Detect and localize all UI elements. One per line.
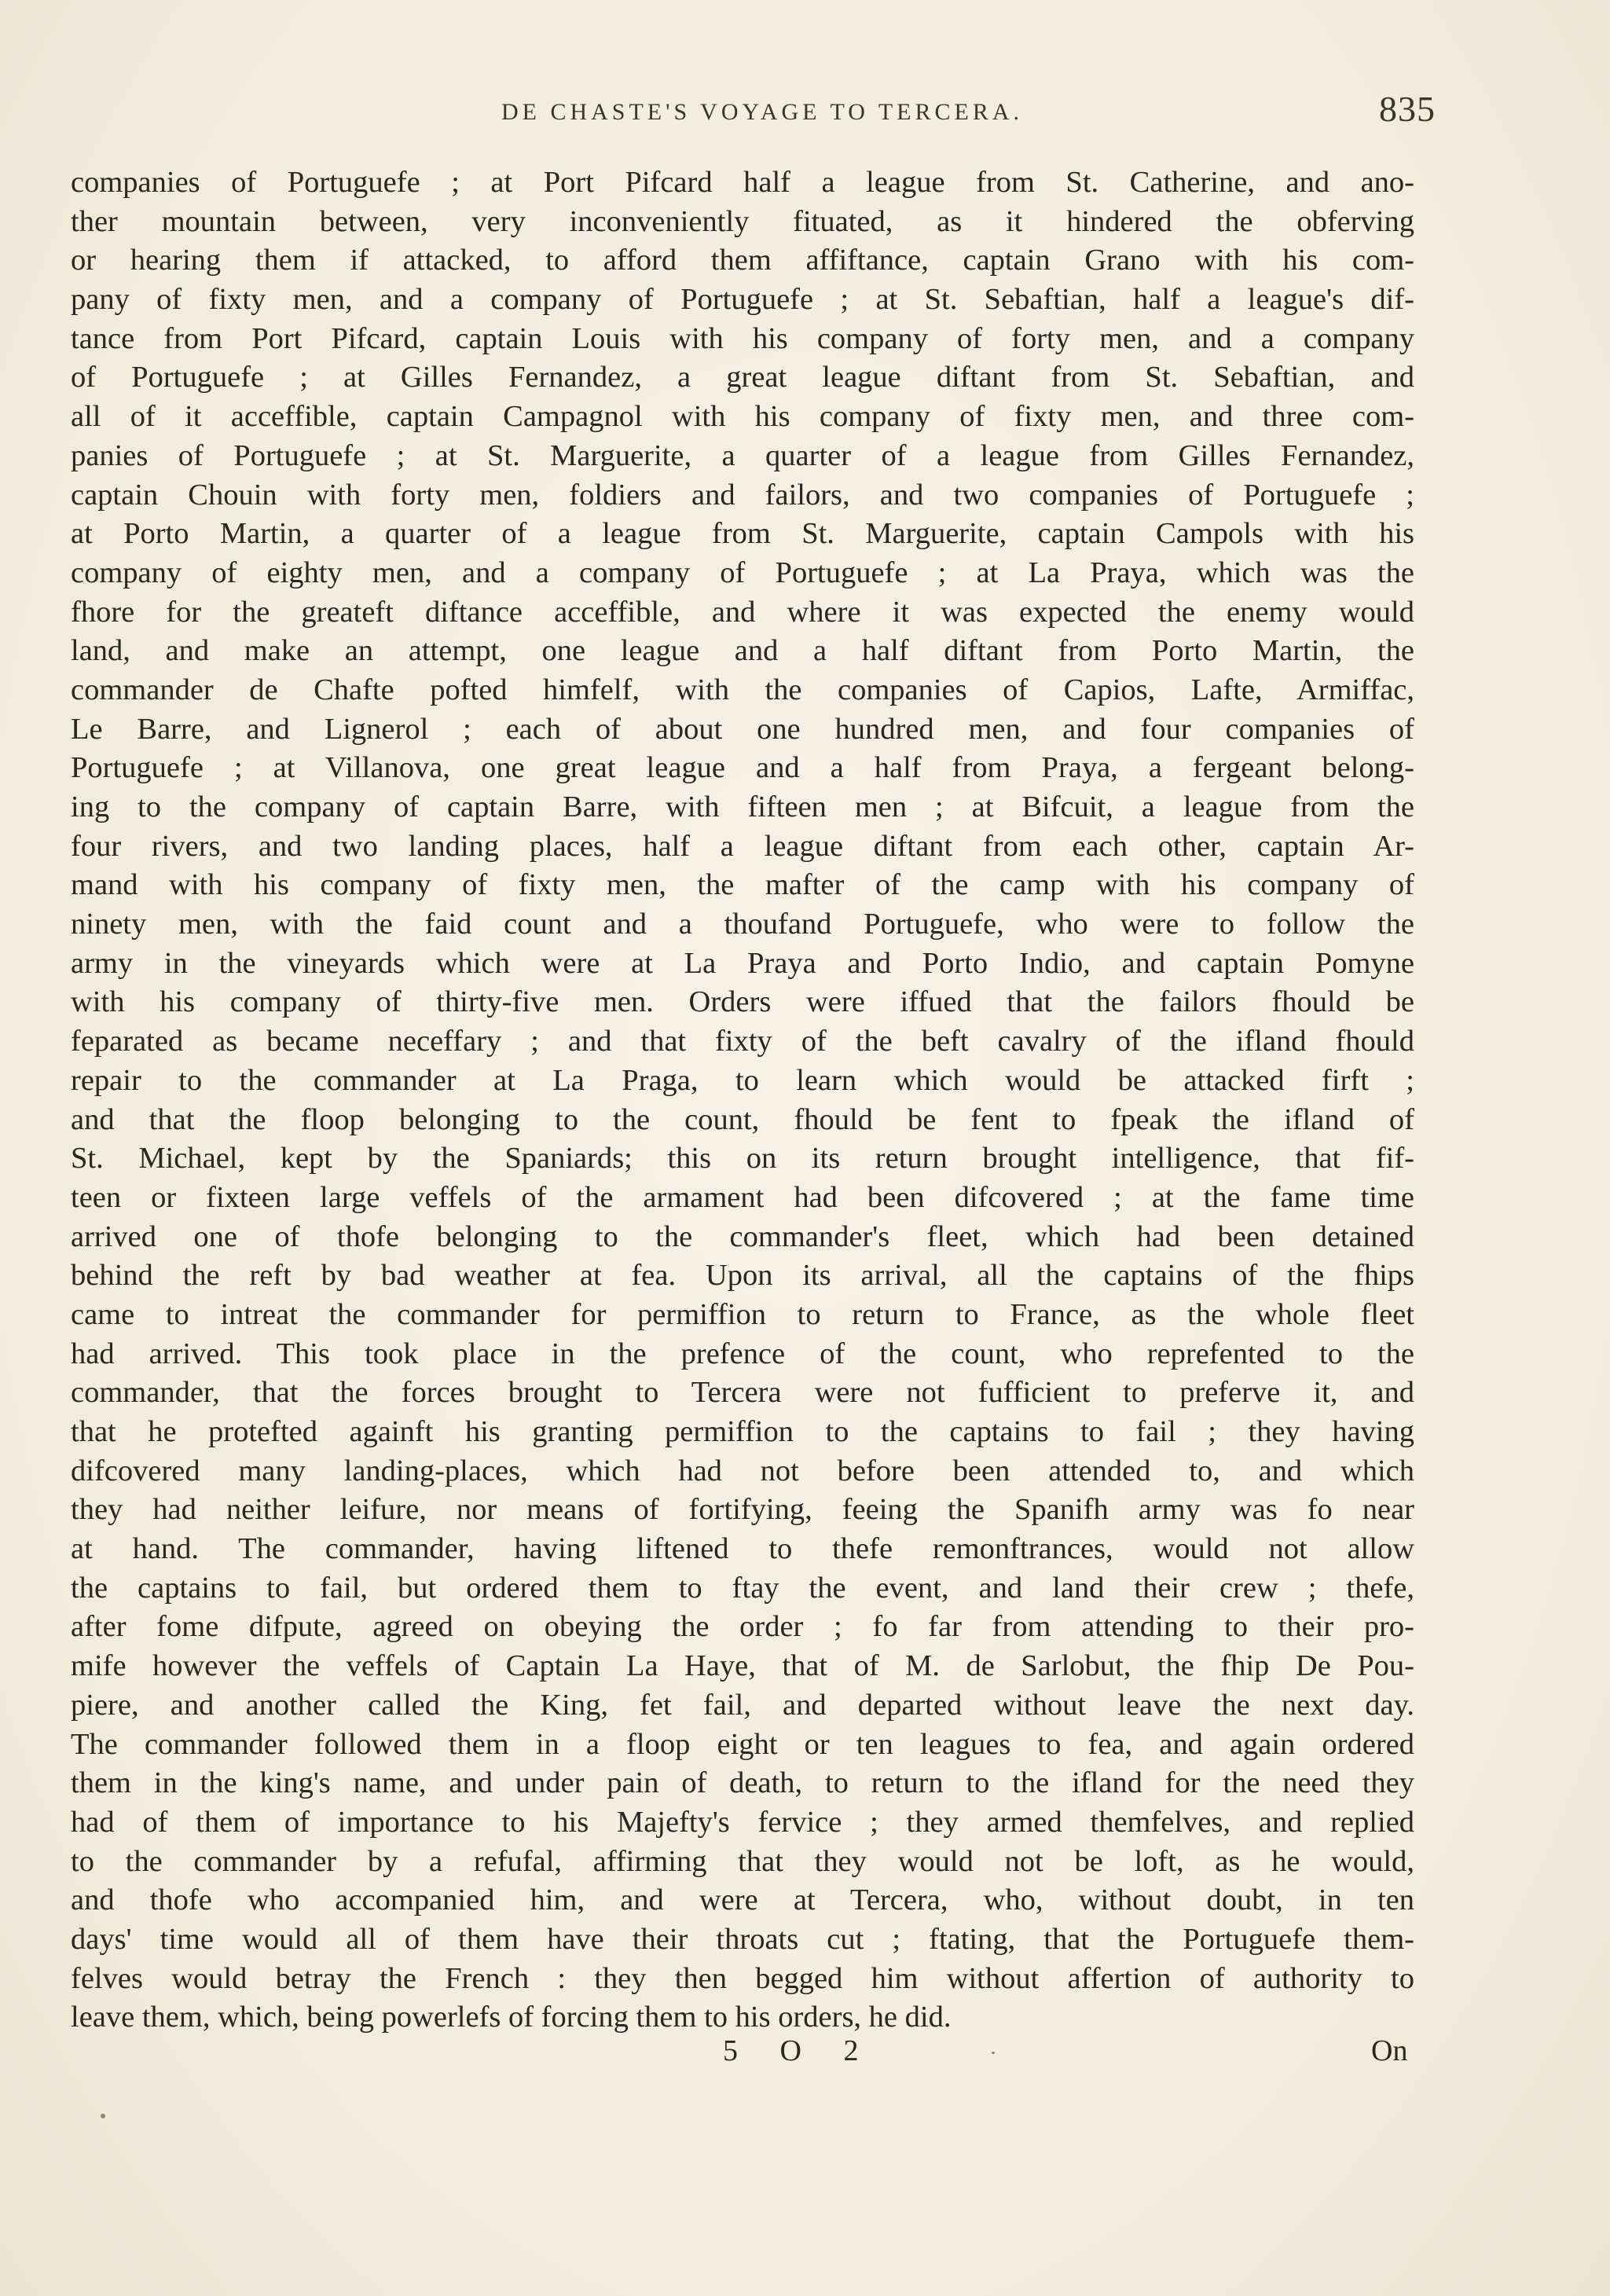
text-line: pany of fixty men, and a company of Portuguefe ; at St. Sebaftian, half a league's dif- xyxy=(71,283,1414,317)
text-line: piere, and another called the King, fet fail, and departed without leave the next day. xyxy=(71,1688,1414,1722)
text-line: four rivers, and two landing places, half a league diftant from each other, captain Ar- xyxy=(71,829,1414,863)
text-line: at hand. The commander, having liftened to thefe remonftrances, would not allow xyxy=(71,1532,1414,1566)
text-line: land, and make an attempt, one league and a half diftant from Porto Martin, the xyxy=(71,634,1414,668)
text-line: after fome difpute, agreed on obeying the order ; fo far from attending to their pro- xyxy=(71,1610,1414,1644)
text-line: them in the king's name, and under pain of death, to return to the ifland for the need they xyxy=(71,1766,1414,1800)
text-line: behind the reft by bad weather at fea. Upon its arrival, all the captains of the fhips xyxy=(71,1259,1414,1293)
text-line: or hearing them if attacked, to afford them affiftance, captain Grano with his com- xyxy=(71,244,1414,277)
text-line: and that the floop belonging to the count, fhould be fent to fpeak the ifland of xyxy=(71,1102,1414,1136)
text-line: ninety men, with the faid count and a thoufand Portuguefe, who were to follow the xyxy=(71,908,1414,941)
text-line: with his company of thirty-five men. Orders were iffued that the failors fhould be xyxy=(71,985,1414,1019)
text-line: ther mountain between, very inconveniently fituated, as it hindered the obferving xyxy=(71,204,1414,238)
text-line: Portuguefe ; at Villanova, one great league and a half from Praya, a fergeant belong- xyxy=(71,751,1414,785)
text-line: repair to the commander at La Praga, to learn which would be attacked firft ; xyxy=(71,1063,1414,1097)
text-line: tance from Port Pifcard, captain Louis with his company of forty men, and a company xyxy=(71,321,1414,355)
text-line: ing to the company of captain Barre, with fifteen men ; at Bifcuit, a league from the xyxy=(71,790,1414,823)
text-line: had of them of importance to his Majefty's fervice ; they armed themfelves, and replied xyxy=(71,1805,1414,1839)
text-line: difcovered many landing-places, which had not before been attended to, and which xyxy=(71,1454,1414,1487)
text-line: mand with his company of fixty men, the mafter of the camp with his company of xyxy=(71,868,1414,902)
text-line: army in the vineyards which were at La Praya and Porto Indio, and captain Pomyne xyxy=(71,946,1414,980)
page-number: 835 xyxy=(1379,89,1436,129)
text-line: leave them, which, being powerlefs of forcing them to his orders, he did. xyxy=(71,2001,952,2034)
text-line: fhore for the greateft diftance acceffible, and where it was expected the enemy would xyxy=(71,595,1414,629)
text-line: and thofe who accompanied him, and were at Tercera, who, without doubt, in ten xyxy=(71,1883,1414,1917)
text-line: the captains to fail, but ordered them to ftay the event, and land their crew ; thefe, xyxy=(71,1571,1414,1605)
text-line: of Portuguefe ; at Gilles Fernandez, a great league diftant from St. Sebaftian, and xyxy=(71,361,1414,394)
text-line: commander, that the forces brought to Tercera were not fufficient to preferve it, and xyxy=(71,1376,1414,1410)
text-line: to the commander by a refufal, affirming that they would not be loft, as he would, xyxy=(71,1844,1414,1878)
paper-speck xyxy=(101,2114,105,2118)
text-line: feparated as became neceffary ; and that fixty of the beft cavalry of the ifland fhould xyxy=(71,1025,1414,1058)
text-line: they had neither leifure, nor means of fortifying, feeing the Spanifh army was fo near xyxy=(71,1493,1414,1527)
text-line: had arrived. This took place in the prefence of the count, who reprefented to the xyxy=(71,1337,1414,1370)
text-line: panies of Portuguefe ; at St. Marguerite, a quarter of a league from Gilles Fernandez, xyxy=(71,438,1414,472)
text-line: St. Michael, kept by the Spaniards; this on its return brought intelligence, that fif- xyxy=(71,1142,1414,1176)
text-line: companies of Portuguefe ; at Port Pifcard half a league from St. Catherine, and ano- xyxy=(71,166,1414,199)
text-line: felves would betray the French : they then begged him without affertion of authority to xyxy=(71,1961,1414,1995)
text-line: mife however the veffels of Captain La Haye, that of M. de Sarlobut, the fhip De Pou- xyxy=(71,1649,1414,1683)
text-line: The commander followed them in a floop eight or ten leagues to fea, and again ordered xyxy=(71,1727,1414,1761)
text-line: Le Barre, and Lignerol ; each of about one hundred men, and four companies of xyxy=(71,712,1414,746)
paper-speck xyxy=(992,2052,995,2054)
text-line: captain Chouin with forty men, foldiers and failors, and two companies of Portuguefe ; xyxy=(71,478,1414,512)
text-line: company of eighty men, and a company of Portuguefe ; at La Praya, which was the xyxy=(71,556,1414,589)
text-line: at Porto Martin, a quarter of a league from St. Marguerite, captain Campols with his xyxy=(71,517,1414,551)
text-line: all of it acceffible, captain Campagnol with his company of fixty men, and three com- xyxy=(71,400,1414,434)
text-line: arrived one of thofe belonging to the commander's fleet, which had been detained xyxy=(71,1220,1414,1253)
running-head: DE CHASTE'S VOYAGE TO TERCERA. xyxy=(501,99,1024,125)
text-line: commander de Chafte pofted himfelf, with the companies of Capios, Lafte, Armiffac, xyxy=(71,673,1414,706)
text-line: came to intreat the commander for permiffion to return to France, as the whole fleet xyxy=(71,1297,1414,1331)
signature-mark: 5 O 2 xyxy=(723,2034,876,2067)
text-line: teen or fixteen large veffels of the armament had been difcovered ; at the fame time xyxy=(71,1180,1414,1214)
text-line: that he protefted againft his granting permiffion to the captains to fail ; they having xyxy=(71,1415,1414,1448)
text-line: days' time would all of them have their throats cut ; ftating, that the Portuguefe them- xyxy=(71,1922,1414,1956)
body-text xyxy=(71,163,1414,2037)
catchword: On xyxy=(1371,2034,1408,2067)
